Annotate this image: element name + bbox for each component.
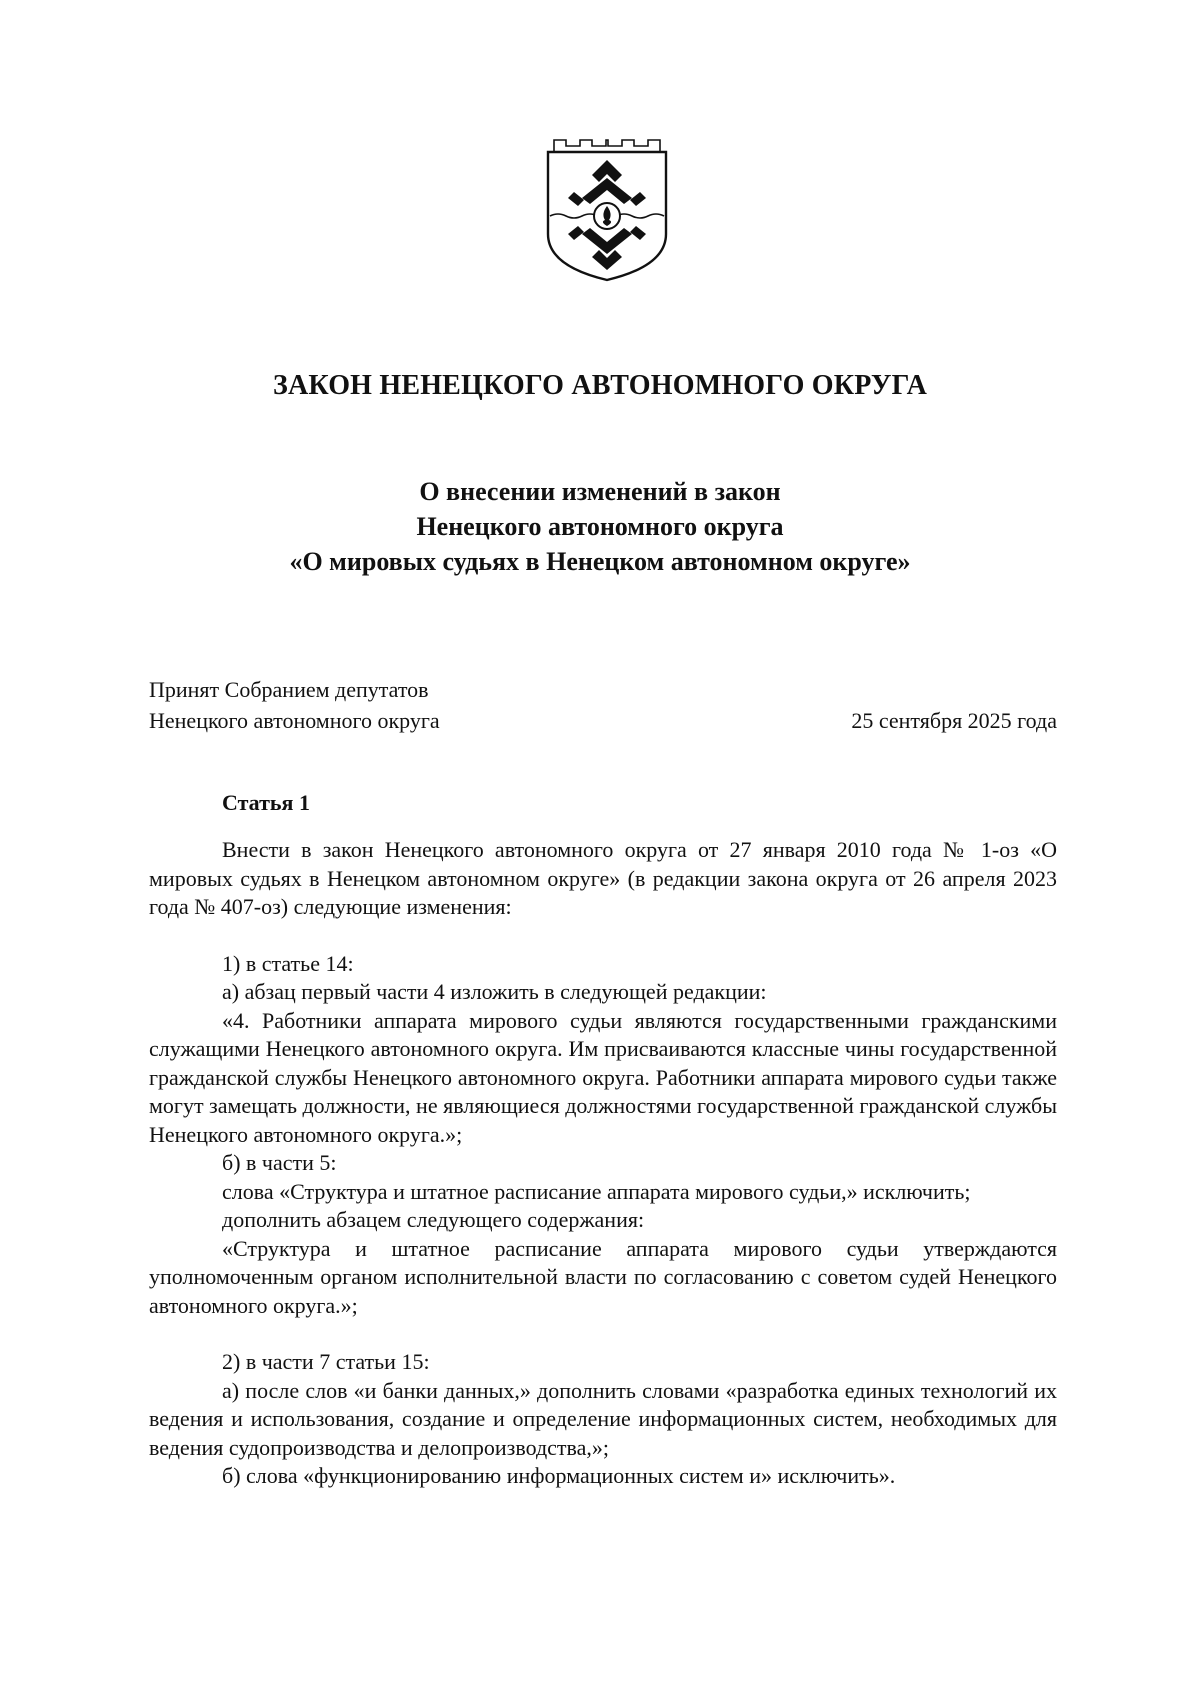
law-subject-line: Ненецкого автономного округа xyxy=(416,512,784,541)
article-paragraph: б) слова «функционированию информационных систем и» исключить». xyxy=(222,1463,896,1488)
article-intro: Внести в закон Ненецкого автономного округа от 27 января 2010 года № 1-оз «О мировых судьях в Ненецком автономном округе» (в редакции закона округа от 26 апреля 2023 года № 407-оз) следующие изменения: xyxy=(149,837,1057,919)
adoption-line: Ненецкого автономного округа xyxy=(149,708,440,733)
law-subject xyxy=(0,474,1200,579)
article-body xyxy=(149,836,1057,1491)
article-paragraph: 2) в части 7 статьи 15: xyxy=(222,1349,430,1374)
article-paragraph: 1) в статье 14: xyxy=(222,950,354,976)
law-subject-line: О внесении изменений в закон xyxy=(419,477,781,506)
coat-of-arms-emblem xyxy=(544,138,670,283)
adoption-date: 25 сентября 2025 года xyxy=(851,708,1057,733)
law-subject-line: «О мировых судьях в Ненецком автономном округе» xyxy=(289,547,911,576)
article-paragraph: а) после слов «и банки данных,» дополнить словами «разработка единых технологий их ведения и использования, создание и определение информационных систем, необходимых для ведения судопроизводства и делопроизводства,»; xyxy=(149,1377,1057,1460)
article-paragraph: а) абзац первый части 4 изложить в следующей редакции: xyxy=(222,979,767,1004)
adoption-block xyxy=(149,674,1057,736)
article-paragraph: дополнить абзацем следующего содержания: xyxy=(222,1207,645,1232)
article-paragraph: «Структура и штатное расписание аппарата мирового судьи утверждаются уполномоченным органом исполнительной власти по согласованию с советом судей Ненецкого автономного округа.»; xyxy=(149,1235,1057,1318)
article-heading: Статья 1 xyxy=(222,790,310,815)
law-title: ЗАКОН НЕНЕЦКОГО АВТОНОМНОГО ОКРУГА xyxy=(272,370,927,401)
article-paragraph: б) в части 5: xyxy=(222,1150,337,1175)
adoption-line: Принят Собранием депутатов xyxy=(149,677,429,702)
article-paragraph: слова «Структура и штатное расписание аппарата мирового судьи,» исключить; xyxy=(222,1178,971,1204)
article-paragraph: «4. Работники аппарата мирового судьи являются государственными гражданскими служащими Ненецкого автономного округа. Им присваиваются классные чины государственной гражданской службы Ненецкого автономного округа. Работники аппарата мирового судьи также могут замещать должности, не являющиеся должностями государственной гражданской службы Ненецкого автономного округа.»; xyxy=(149,1007,1058,1147)
